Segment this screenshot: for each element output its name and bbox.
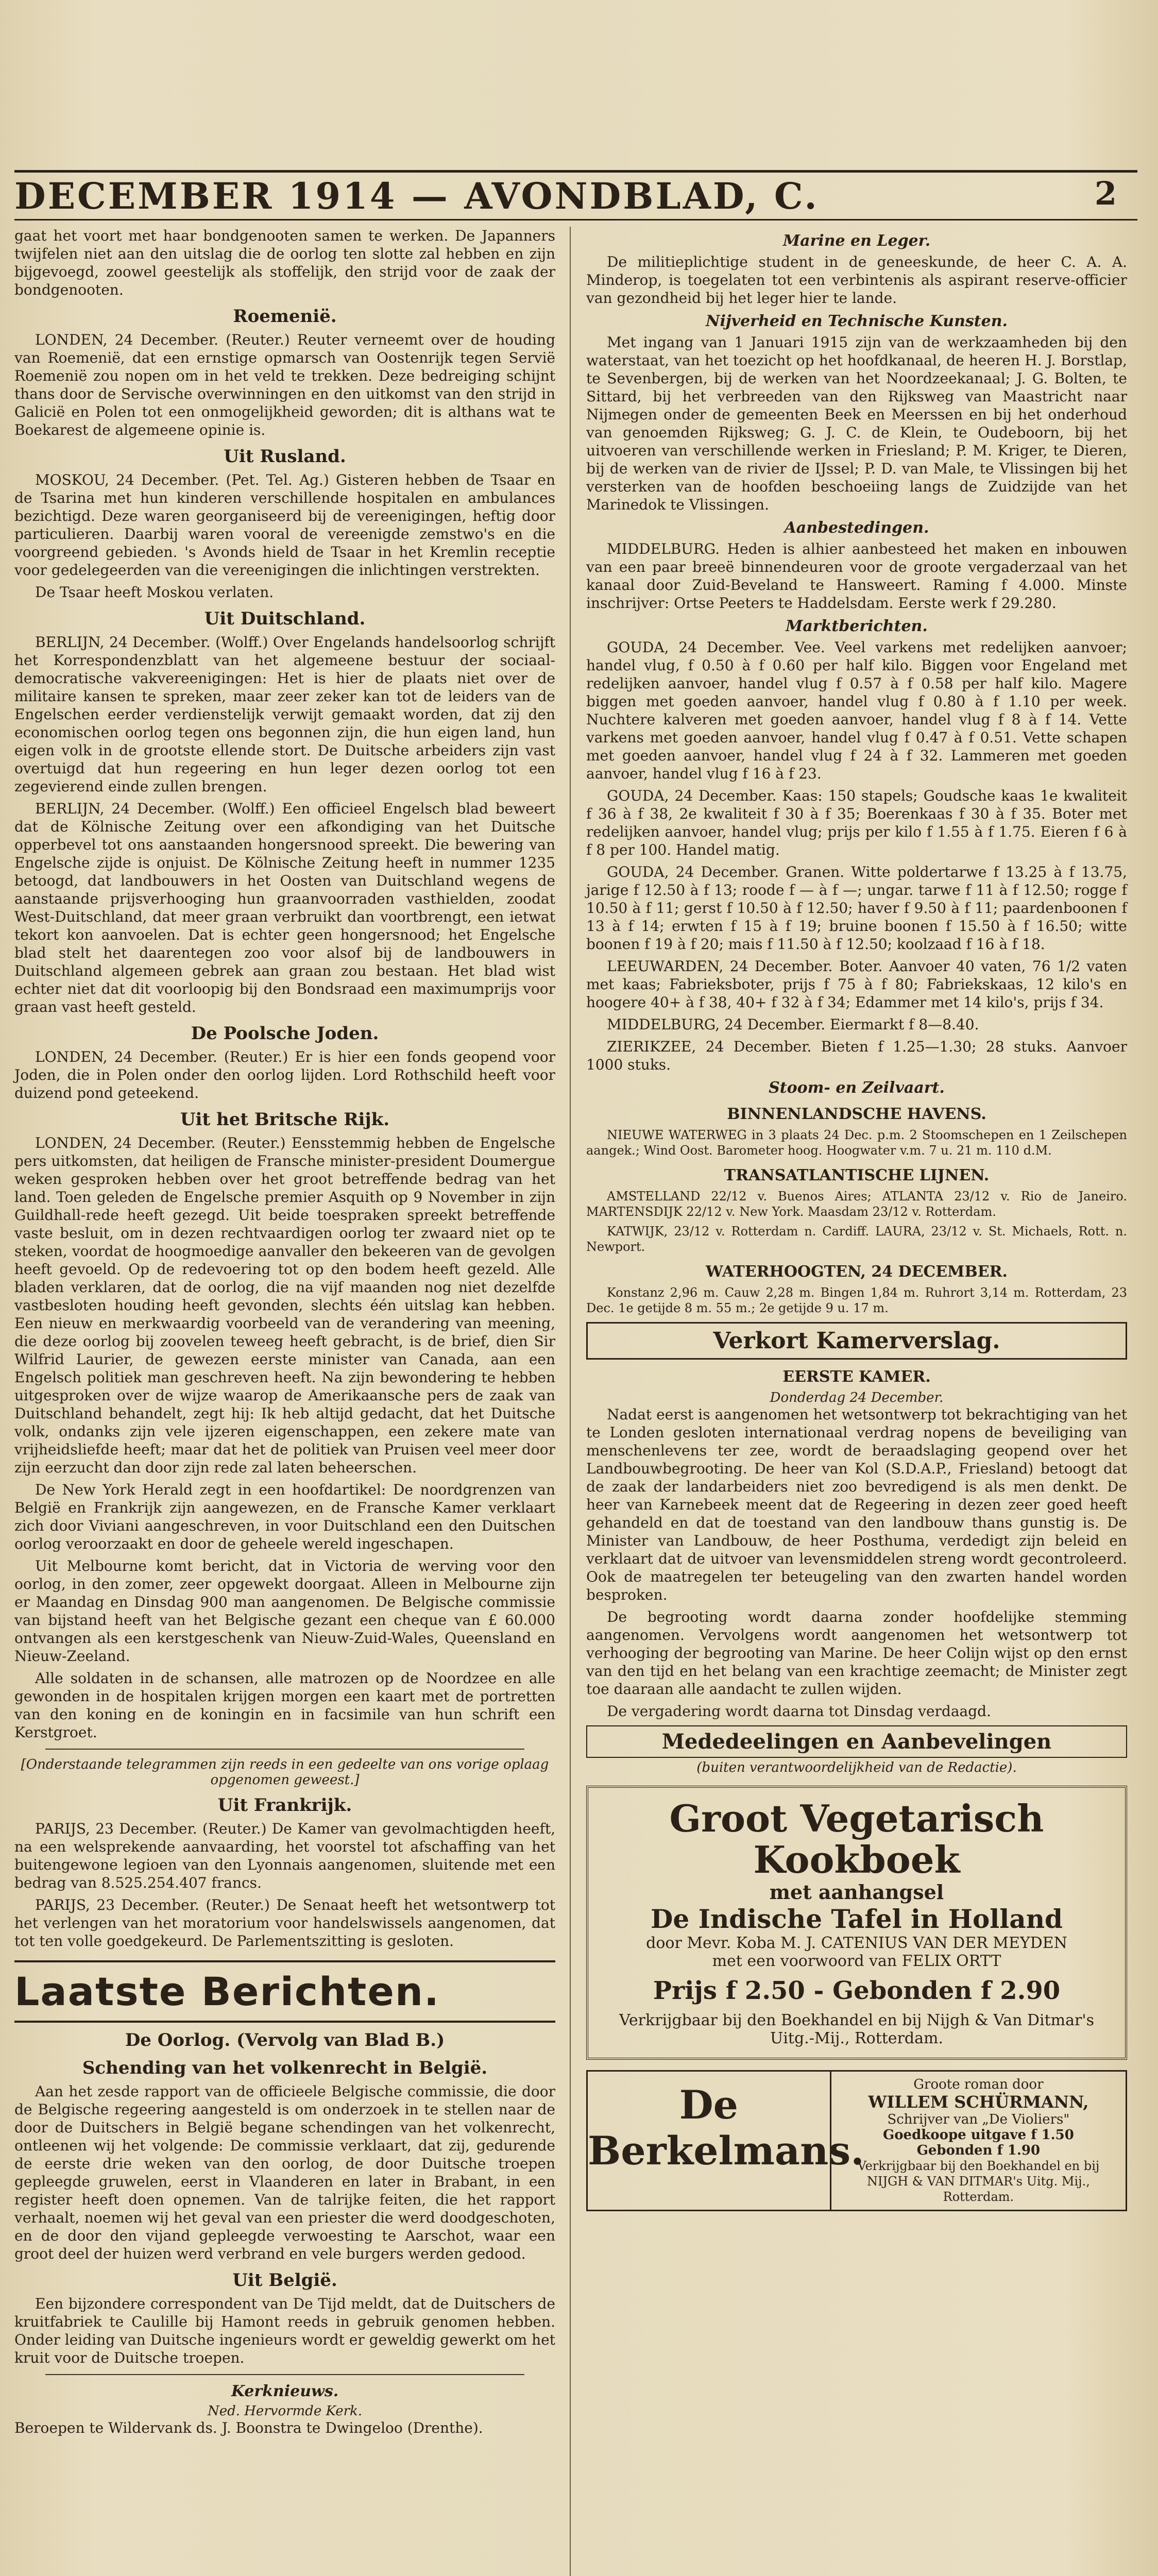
column-divider: [570, 227, 571, 2576]
right-column: [586, 227, 1127, 2211]
article-schending: Aan het zesde rapport van de officieele Belgische commissie, die door de Belgische regeering aangesteld is om onderzoek in te stellen naar de door de Duitschers in België begane schendingen van het volkenrecht, ontleenen wij het volgende: De commissie verklaart, dat zij, gedurende de eerste drie weken van den oorlog, de door Duitsche troepen gepleegde gruwelen, eerst in Vlaanderen en later in Brabant, in een register heeft doen opnemen. Van de talrijke feiten, die het rapport verhaalt, noemen wij het geval van een priester die werd doodgeschoten, en de door den vijand gepleegde verwoesting te Aarschot, waar een groot deel der huizen werd verbrand en vele burgers werden gedood.: [14, 2083, 555, 2262]
eerste-kamer-date: Donderdag 24 December.: [770, 1390, 944, 1405]
ad-title-2: Kookboek: [753, 1838, 960, 1882]
section-heading-britsche-rijk: Uit het Britsche Rijk.: [180, 1109, 390, 1130]
advertisement-berkelmans: [586, 2070, 1127, 2211]
article-duitschland-2: BERLIJN, 24 December. (Wolff.) Een officieel Engelsch blad beweert dat de Kölnische Zeitung over een afkondiging van het Duitsche opperbevel tot ons aanstaanden hongersnood spreekt. Die bewering van Engelsche zijde is onjuist. De Kölnische Zeitung heeft in nummer 1235 betoogd, dat landbouwers in het Oosten van Duitschland wegens de aanstaande prijsverhooging hun graanvoorraden vasthielden, zoodat West-Duitschland, dat meer graan verbruikt dan voortbrengt, een ietwat tekort kon aanvoelen. Dat is echter geen hongersnood; het Engelsche blad stelt het daarentegen zoo voor alsof bij de landbouwers in Duitschland algemeen gebrek aan graan zou bestaan. Het blad wist echter niet dat dit voorloopig bij den Bondsraad een maximumprijs voor graan vast heeft gesteld.: [14, 800, 555, 1015]
article-britsche-rijk-2: De New York Herald zegt in een hoofdartikel: De noordgrenzen van België en Frankrijk zijn aangewezen, en de Fransche Kamer verklaart zich door Viviani aangeschreven, in voor Duitschland een den Duitschen oorlog veroorzaakt en door de geheele wereld ingeschapen.: [14, 1481, 555, 1552]
section-heading-marktberichten: Marktberichten.: [786, 617, 928, 635]
section-heading-stoomvaart: Stoom- en Zeilvaart.: [769, 1079, 945, 1097]
article-nijverheid: Met ingang van 1 Januari 1915 zijn van de werkzaamheden bij den waterstaat, van het toezicht op het hoofdkanaal, de heeren H. J. Borstlap, te Sevenbergen, bij de werken van het Noordzeekanaal; J. G. Bolten, te Sittard, bij het verbreeden van den Rijksweg van Maastricht naar Nijmegen onder de gemeenten Beek en Meerssen en bij het onderhoud van genoemden Rijksweg; G. J. C. de Klein, te Oudeboorn, bij het uitvoeren van verschillende werken in Friesland; P. M. Kriger, te Dieren, bij de werken van de rivier de IJssel; P. D. van Male, te Vlissingen bij het versterken van de hoofden beschoeiing langs de Zuidzijde van het Marinedok te Vlissingen.: [586, 334, 1127, 513]
mededeelingen-heading: Mededeelingen en Aanbevelingen: [586, 1725, 1127, 1758]
article-stoomvaart-1: NIEUWE WATERWEG in 3 plaats 24 Dec. p.m. 2 Stoomschepen en 1 Zeilschepen aangek.; Wind Oost. Barometer hoog. Hoogwater v.m. 7 u. 21 m. 110 d.M.: [586, 1128, 1127, 1158]
article-joden: LONDEN, 24 December. (Reuter.) Er is hier een fonds geopend voor Joden, die in Polen onder den oorlog lijden. Lord Rothschild heeft voor duizend pond geteekend.: [14, 1048, 555, 1101]
ad2-price-2: Gebonden f 1.90: [916, 2143, 1041, 2158]
section-heading-frankrijk: Uit Frankrijk.: [217, 1795, 352, 1816]
article-rusland: MOSKOU, 24 December. (Pet. Tel. Ag.) Gisteren hebben de Tsaar en de Tsarina met hun kinderen verschillende hospitalen en ambulances bezichtigd. Deze waren georganiseerd bij de vereenigingen, heftig door particulieren. Daarbij waren vooral de vereenigde zemstwo's en die voorgreend gebieden. 's Avonds hield de Tsaar in het Kremlin receptie voor gedelegeerden van die vereenigingen die inlichtingen verstrekten.: [14, 471, 555, 579]
article-eerste-kamer-3: De vergadering wordt daarna tot Dinsdag verdaagd.: [607, 1703, 991, 1720]
masthead-title: DECEMBER 1914 — AVONDBLAD, C.: [14, 174, 819, 217]
article-frankrijk-2: PARIJS, 23 December. (Reuter.) De Senaat heeft het wetsontwerp tot het verlengen van het moratorium voor handelswissels aangenomen, dat tot ten volle goedgekeurd. De Parlementszitting is gesloten.: [14, 1896, 555, 1950]
section-heading-roemenie: Roemenië.: [233, 306, 337, 327]
ad-subtitle: met aanhangsel: [769, 1880, 944, 1904]
ad2-price-1: Goedkoope uitgave f 1.50: [882, 2127, 1074, 2143]
section-heading-duitschland: Uit Duitschland.: [204, 608, 366, 629]
page-number: 2: [1094, 175, 1117, 212]
ad2-availability: Verkrijgbaar bij den Boekhandel en bij NIJGH & VAN DITMAR's Uitg. Mij., Rotterdam.: [857, 2159, 1100, 2204]
section-heading-kerknieuws: Kerknieuws.: [231, 2382, 339, 2400]
article-duitschland: BERLIJN, 24 December. (Wolff.) Over Engelands handelsoorlog schrijft het Korrespondenzblatt van het algemeene bestuur der sociaal-democratische vakvereenigingen: Het is hier de plaats niet over de militaire kansen te spreken, maar zeer zeker kan tot de leiders van de Engelschen eerder verdienstelijk verwijt gemaakt worden, dat zij den economischen oorlog tegen ons begonnen zijn, die hun eigen land, hun eigen volk in de grootste ellende stort. De Duitsche arbeiders zijn vast overtuigd dat hun regeering en hun leger dezen oorlog tot een zegevierend einde zullen brengen.: [14, 634, 555, 795]
article-belgie: Een bijzondere correspondent van De Tijd meldt, dat de Duitschers de kruitfabriek te Caulille bij Hamont reeds in gebruik genomen hebben. Onder leiding van Duitsche ingenieurs wordt er geweldig gewerkt om het kruit voor de Duitsche troepen.: [14, 2295, 555, 2366]
subheading-binnenlandsche-havens: BINNENLANDSCHE HAVENS.: [727, 1105, 986, 1123]
kerk-subheading: Ned. Hervormde Kerk.: [207, 2403, 363, 2419]
ad-subtitle-2: De Indische Tafel in Holland: [650, 1904, 1063, 1934]
article-markt-1: GOUDA, 24 December. Vee. Veel varkens met redelijken aanvoer; handel vlug, f 0.50 à f 0.60 per half kilo. Biggen voor Engeland met redelijken aanvoer, handel vlug f 0.57 à f 0.58 per half kilo. Magere biggen met goeden aanvoer, handel vlug f 0.80 à f 1.10 per week. Nuchtere kalveren met goeden aanvoer, handel vlug f 8 à f 14. Vette varkens met goeden aanvoer, handel vlug f 0.47 à f 0.51. Vette schapen met goeden aanvoer, handel vlug f 24 à f 32. Lammeren met goeden aanvoer, handel vlug f 16 à f 23.: [586, 639, 1127, 782]
article-britsche-rijk: LONDEN, 24 December. (Reuter.) Eensstemmig hebben de Engelsche pers uitkomsten, dat heiligen de Fransche minister-president Doumergue weken gesproken hebben over het groot betreffende bedrag van het land. Toen geleden de Engelsche premier Asquith op 9 November in zijn Guildhall-rede heeft gezegd. Uit beide toespraken spreekt betreffende vaste besluit, om in dezen rechtvaardigen oorlog ter zwaard niet op te steken, voordat de hoogmoedige aanvaller den bekeeren van de gevolgen heeft gevoeld. Op de redevoering tot op den bodem heeft gezeld. Alle bladen verklaren, dat de oorlog, die na vijf maanden nog niet dezelfde vastbesloten houding heeft gevonden, slechts één uitslag kan hebben. Een nieuw en merkwaardig voorbeeld van de verandering van meening, die deze oorlog bij zoovelen teweeg heeft gebracht, is de brief, dien Sir Wilfrid Laurier, de gewezen eerste minister van Canada, aan een Engelsch politiek man geschreven heeft. Na zijn bewondering te hebben uitgesproken over de wijze waarop de Amerikaansche pers de zaak van Duitschland behandelt, zegt hij: Ik heb altijd gedacht, dat het Duitsche volk, ondanks zijn vele ijzeren eigenschappen, een zekere mate van vrijheidsliefde heeft; maar dat het de politiek van Pruisen veel meer door zijn eerzucht dan door zijn rede zal laten beheerschen.: [14, 1134, 555, 1476]
intro-paragraph: gaat het voort met haar bondgenooten samen te werken. De Japanners twijfelen niet aan den uitslag die de oorlog ten slotte zal hebben en zijn bijgevoegd, zoowel geestelijk als stoffelijk, den strijd voor de zaak der bondgenooten.: [14, 227, 555, 298]
article-waterhoogten: Konstanz 2,96 m. Cauw 2,28 m. Bingen 1,84 m. Ruhrort 3,14 m. Rotterdam, 23 Dec. 1e getijde 8 m. 55 m.; 2e getijde 9 u. 17 m.: [586, 1285, 1127, 1315]
section-heading-rusland: Uit Rusland.: [224, 446, 346, 467]
telegram-note: [Onderstaande telegrammen zijn reeds in een gedeelte van ons vorige oplaag opgenomen geweest.]: [21, 1757, 549, 1788]
advertisement-kookboek: [586, 1786, 1127, 2060]
ad2-details: [831, 2072, 1126, 2210]
article-markt-5: MIDDELBURG, 24 December. Eiermarkt f 8—8.40.: [607, 1016, 979, 1033]
section-heading-belgie: Uit België.: [232, 2270, 337, 2291]
article-rusland-2: De Tsaar heeft Moskou verlaten.: [35, 584, 274, 601]
article-frankrijk: PARIJS, 23 December. (Reuter.) De Kamer van gevolmachtigden heeft, na een welsprekende aanvaarding, het voorstel tot afschaffing van het buitengewone legioen van den Lyonnais aangenomen, sluitende met een bedrag van 8.525.254.407 francs.: [14, 1820, 555, 1891]
article-eerste-kamer-2: De begrooting wordt daarna zonder hoofdelijke stemming aangenomen. Vervolgens wordt aangenomen het wetsontwerp tot verhooging der begrooting van Marine. De heer Colijn wijst op den ernst van den tijd en het belang van een krachtige zeemacht; de Minister zegt toe daaraan alle aandacht te zullen wijden.: [586, 1608, 1127, 1698]
laatste-berichten-heading: Laatste Berichten.: [14, 1960, 555, 2023]
ad-price: Prijs f 2.50 - Gebonden f 2.90: [653, 1976, 1061, 2005]
divider: [45, 1749, 524, 1750]
article-aanbestedingen: MIDDELBURG. Heden is alhier aanbesteed het maken en inbouwen van een paar breeë binnendeuren voor de groote vergaderzaal van het kanaal door Zuid-Beveland te Hansweert. Raming f 4.000. Minste inschrijver: Ortse Peeters te Haddelsdam. Eerste werk f 29.280.: [586, 540, 1127, 612]
article-markt-6: ZIERIKZEE, 24 December. Bieten f 1.25—1.30; 28 stuks. Aanvoer 1000 stuks.: [586, 1038, 1127, 1073]
article-kerknieuws: Beroepen te Wildervank ds. J. Boonstra te Dwingeloo (Drenthe).: [14, 2419, 483, 2436]
article-roemenie: LONDEN, 24 December. (Reuter.) Reuter verneemt over de houding van Roemenië, dat een ernstige opmarsch van Oostenrijk tegen Servië Roemenië zou nopen om in het veld te trekken. Deze bedreiging schijnt thans door de Servische overwinningen en den uitkomst van den strijd in Galicië en Polen tot een onmogelijkheid geworden; dit is althans wat te Boekarest de algemeene opinie is.: [14, 331, 555, 438]
article-britsche-rijk-3: Uit Melbourne komt bericht, dat in Victoria de werving voor den oorlog, in den zomer, zeer opgewekt doorgaat. Alleen in Melbourne zijn er Maandag en Dinsdag 900 man aangenomen. De Belgische commissie van bijstand heeft van het Belgische gezant een cheque van £ 60.000 ontvangen als een kerstgeschenk van Nieuw-Zuid-Wales, Queensland en Nieuw-Zeeland.: [14, 1557, 555, 1665]
mededeelingen-note: (buiten verantwoordelijkheid van de Redactie).: [696, 1760, 1017, 1775]
page-content: [14, 170, 1137, 2576]
section-heading-marine: Marine en Leger.: [782, 232, 931, 250]
article-markt-3: GOUDA, 24 December. Granen. Witte poldertarwe f 13.25 à f 13.75, jarige f 12.50 à f 13; roode f — à f —; ungar. tarwe f 11 à f 12.50; rogge f 10.50 à f 11; gerst f 10.50 à f 12.50; haver f 9.50 à f 11; paardenboonen f 13 à f 14; erwten f 15 à f 19; bruine boonen f 15.50 à f 16.50; witte boonen f 19 à f 20; mais f 11.50 à f 12.50; koolzaad f 16 à f 18.: [586, 863, 1127, 953]
article-markt-4: LEEUWARDEN, 24 December. Boter. Aanvoer 40 vaten, 76 1/2 vaten met kaas; Fabrieksboter, prijs f 75 à f 80; Fabriekskaas, 12 kilo's en hoogere 40+ à f 38, 40+ f 32 à f 34; Edammer met 14 kilo's, prijs f 34.: [586, 958, 1127, 1011]
article-britsche-rijk-4: Alle soldaten in de schansen, alle matrozen op de Noordzee en alle gewonden in de hospitalen krijgen morgen een kaart met de portretten van den koning en de koningin en in facsimile van hun schrift een Kerstgroet.: [14, 1670, 555, 1741]
divider: [45, 2374, 524, 2375]
section-heading-oorlog: De Oorlog. (Vervolg van Blad B.): [125, 2030, 445, 2050]
ad2-author: WILLEM SCHÜRMANN,: [868, 2092, 1089, 2112]
section-heading-joden: De Poolsche Joden.: [191, 1023, 379, 1044]
article-stoomvaart-3: KATWIJK, 23/12 v. Rotterdam n. Cardiff. LAURA, 23/12 v. St. Michaels, Rott. n. Newport.: [586, 1224, 1127, 1254]
subheading-transatlantische-lijnen: TRANSATLANTISCHE LIJNEN.: [724, 1166, 990, 1184]
section-heading-aanbestedingen: Aanbestedingen.: [784, 519, 929, 537]
ad-foreword: met een voorwoord van FELIX ORTT: [712, 1952, 1001, 1970]
article-stoomvaart-2: AMSTELLAND 22/12 v. Buenos Aires; ATLANTA 23/12 v. Rio de Janeiro. MARTENSDIJK 22/12 v. New York. Maasdam 23/12 v. Rotterdam.: [586, 1189, 1127, 1219]
article-markt-2: GOUDA, 24 December. Kaas: 150 stapels; Goudsche kaas 1e kwaliteit f 36 à f 38, 2e kwaliteit f 30 à f 35; Boerenkaas f 30 à f 35. Boter met redelijken aanvoer, handel vlug; prijs per kilo f 1.55 à f 1.75. Eieren f 6 à f 8 per 100. Handel matig.: [586, 787, 1127, 858]
ad-author: door Mevr. Koba M. J. CATENIUS VAN DER MEYDEN: [646, 1934, 1067, 1952]
masthead: [14, 170, 1137, 221]
kamerverslag-box: Verkort Kamerverslag.: [586, 1322, 1127, 1360]
article-marine: De militieplichtige student in de geneeskunde, de heer C. A. A. Minderop, is toegelaten tot een verbintenis als aspirant reserve-officier van gezondheid bij het leger hier te lande.: [586, 253, 1127, 307]
ad-availability: Verkrijgbaar bij den Boekhandel en bij Nijgh & Van Ditmar's Uitg.-Mij., Rotterdam.: [619, 2011, 1094, 2047]
subheading-waterhoogten: WATERHOOGTEN, 24 DECEMBER.: [706, 1263, 1008, 1281]
section-heading-schending: Schending van het volkenrecht in België.: [82, 2058, 488, 2078]
ad2-line-1: Groote roman door: [913, 2077, 1044, 2092]
subheading-eerste-kamer: EERSTE KAMER.: [782, 1368, 931, 1386]
ad2-title: De Berkelmans.: [588, 2072, 831, 2210]
ad2-line-3: Schrijver van „De Violiers": [887, 2112, 1070, 2127]
article-eerste-kamer-1: Nadat eerst is aangenomen het wetsontwerp tot bekrachtiging van het te Londen gesloten internationaal verdrag nopens de beveiliging van menschenlevens ter zee, wordt de beraadslaging geopend over het Landbouwbegrooting. De heer van Kol (S.D.A.P., Friesland) betoogt dat de zaak der landarbeiders niet zoo bevredigend is als men denkt. De heer van Karnebeek meent dat de Regeering in dezen zeer goed heeft gehandeld en dat de toestand van den landbouw thans gunstig is. De Minister van Landbouw, de heer Posthuma, verdedigt zijn beleid en verklaart dat de uitvoer van levensmiddelen streng wordt gecontroleerd. Ook de maatregelen ter beteugeling van den zwarten handel worden besproken.: [586, 1406, 1127, 1603]
section-heading-nijverheid: Nijverheid en Technische Kunsten.: [706, 312, 1008, 330]
ad-title-1: Groot Vegetarisch: [669, 1797, 1044, 1840]
left-column: [14, 227, 555, 2441]
